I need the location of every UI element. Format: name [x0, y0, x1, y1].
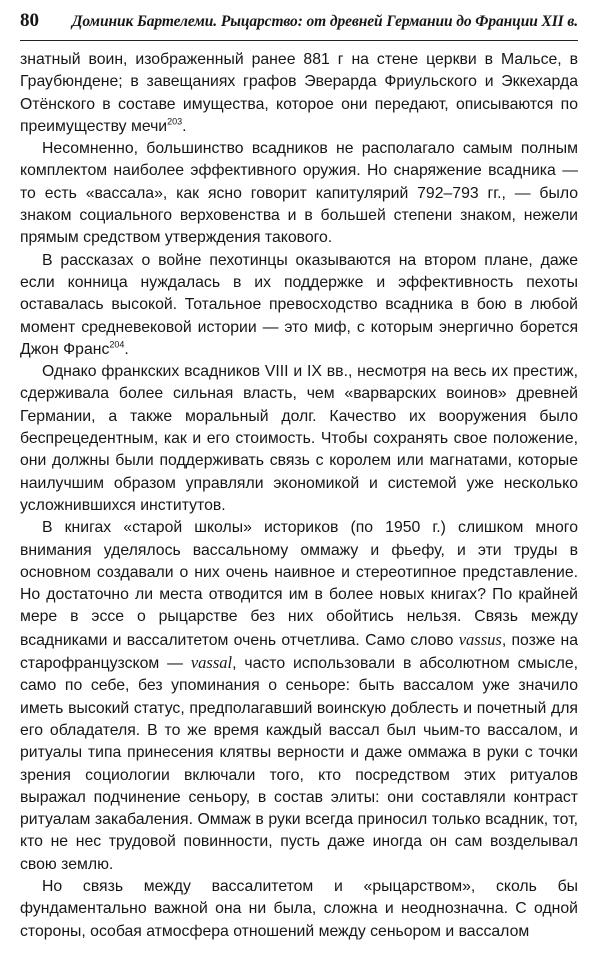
- paragraph: Но связь между вассалитетом и «рыцарством», сколь бы фундаментально важной она ни была, сложна и неоднозначна. С одной стороны, особая атмосфера отношений между сеньором и вассалом: [20, 877, 578, 940]
- running-head: Доминик Бартелеми. Рыцарство: от древней Германии до Франции XII в.: [71, 13, 578, 30]
- paragraph: знатный воин, изображенный ранее 881 г на стене церкви в Мальсе, в Граубюндене; в завещаниях графов Эверарда Фриульского и Эккехарда Отёнского в составе имущества, которое они передают, описываются по преимуществу мечи$^{203}$.: [20, 51, 578, 135]
- footnote-ref: 203: [167, 116, 183, 127]
- page-header: [20, 10, 578, 41]
- paragraph: Однако франкских всадников VIII и IX вв., несмотря на весь их престиж, сдерживала более сильная власть, чем «варварских воинов» древней Германии, а также моральный долг. Качество их вооружения было беспрецедентным, как и его стоимость. Чтобы сохранять свое положение, они должны были поддерживать связь с королем или магнатами, которые наилучшим образом управляли экономикой и системой уже несколько усложнившихся институтов.: [20, 363, 578, 514]
- paragraph: В книгах «старой школы» историков (по 1950 г.) слишком много внимания уделялось вассальному оммажу и фьефу, и эти труды в основном создавали о них очень наивное и стереотипное представление. Но достаточно ли места отводится им в более новых книгах? По крайней мере в эссе о рыцарстве без них обойтись нельзя. Связь между всадниками и вассалитетом очень отчетлива. Само слово vassus, позже на старофранцузском — vassal, часто использовали в абсолютном смысле, само по себе, без упоминания о сеньоре: быть вассалом уже значило иметь высокий статус, предполагавший воинскую доблесть и почетный для его обладателя. В то же время каждый вассал был чьим-то вассалом, и ритуалы типа принесения клятвы верности и даже оммажа в руки с точки зрения социологии включали того, кто посредством этих ритуалов выражал подчинение сеньору, в состав элиты: они составляли контраст ритуалам закабаления. Оммаж в руки всегда приносил только всадник, тот, кто не нес трудовой повинности, пусть даже иногда он сам возделывал свою землю.: [20, 519, 578, 873]
- paragraph: Несомненно, большинство всадников не располагало самым полным комплектом наиболее эффективного оружия. Но снаряжение всадника — то есть «вассала», как ясно говорит капитулярий 792–793 гг., — было знаком социального верховенства и в большей степени знаком, нежели прямым средством утверждения такового.: [20, 140, 578, 247]
- body-text: [20, 49, 578, 943]
- italic-term: vassal: [190, 653, 233, 673]
- paragraph: В рассказах о войне пехотинцы оказываются на втором плане, даже если конница нуждалась в их поддержке и эффективность пехоты оставалась высокой. Тотальное превосходство всадника в бою в любой момент средневековой истории — это миф, с которым энергично борется Джон Франс$^{204}$.: [20, 251, 578, 358]
- footnote-ref: 204: [109, 339, 125, 350]
- page-number: 80: [20, 10, 39, 31]
- italic-term: vassus: [458, 629, 502, 649]
